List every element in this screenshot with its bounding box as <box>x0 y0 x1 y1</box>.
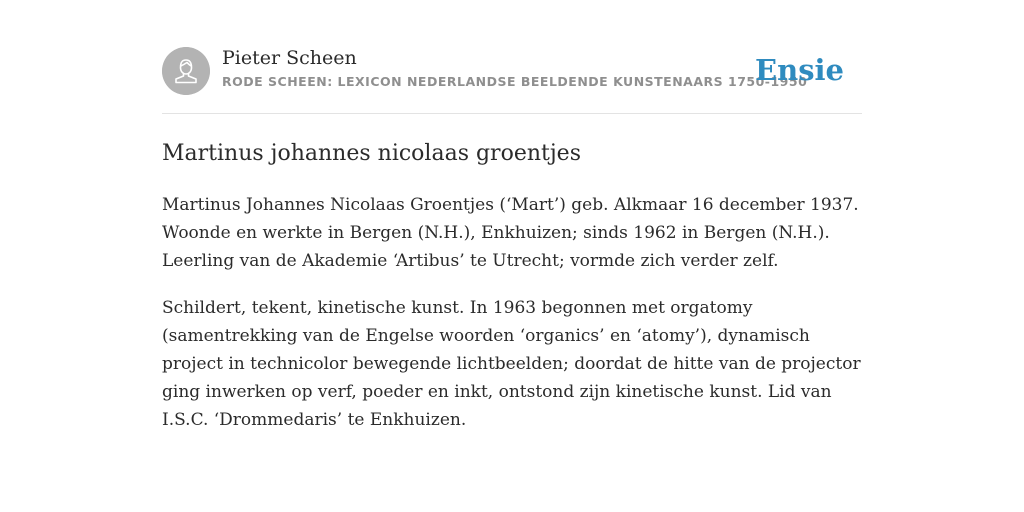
entry-header <box>162 46 862 114</box>
author-name[interactable]: Pieter Scheen <box>222 47 357 69</box>
entry-title: Martinus johannes nicolaas groentjes <box>162 141 581 166</box>
entry-paragraph: Schildert, tekent, kinetische kunst. In 1963 begonnen met orgatomy (samentrekking van de Engelse woorden ‘organics’ en ‘atomy’), dynamisch project in technicolor bewegende lichtbeelden; doordat de hitte van de projector ging inwerken op verf, poeder en inkt, ontstond zijn kinetische kunst. Lid van I.S.C. ‘Drommedaris’ te Enkhuizen. <box>162 298 861 430</box>
entry-card <box>162 46 862 434</box>
user-icon <box>162 47 210 95</box>
brand-logo[interactable]: Ensie <box>755 53 844 87</box>
entry-paragraph: Martinus Johannes Nicolaas Groentjes (‘Mart’) geb. Alkmaar 16 december 1937. Woonde en werkte in Bergen (N.H.), Enkhuizen; sinds 1962 in Bergen (N.H.). Leerling van de Akademie ‘Artibus’ te Utrecht; vormde zich verder zelf. <box>162 195 859 271</box>
author-avatar[interactable] <box>162 47 210 95</box>
source-title[interactable]: RODE SCHEEN: LEXICON NEDERLANDSE BEELDENDE KUNSTENAARS 1750-1950 <box>222 74 808 89</box>
